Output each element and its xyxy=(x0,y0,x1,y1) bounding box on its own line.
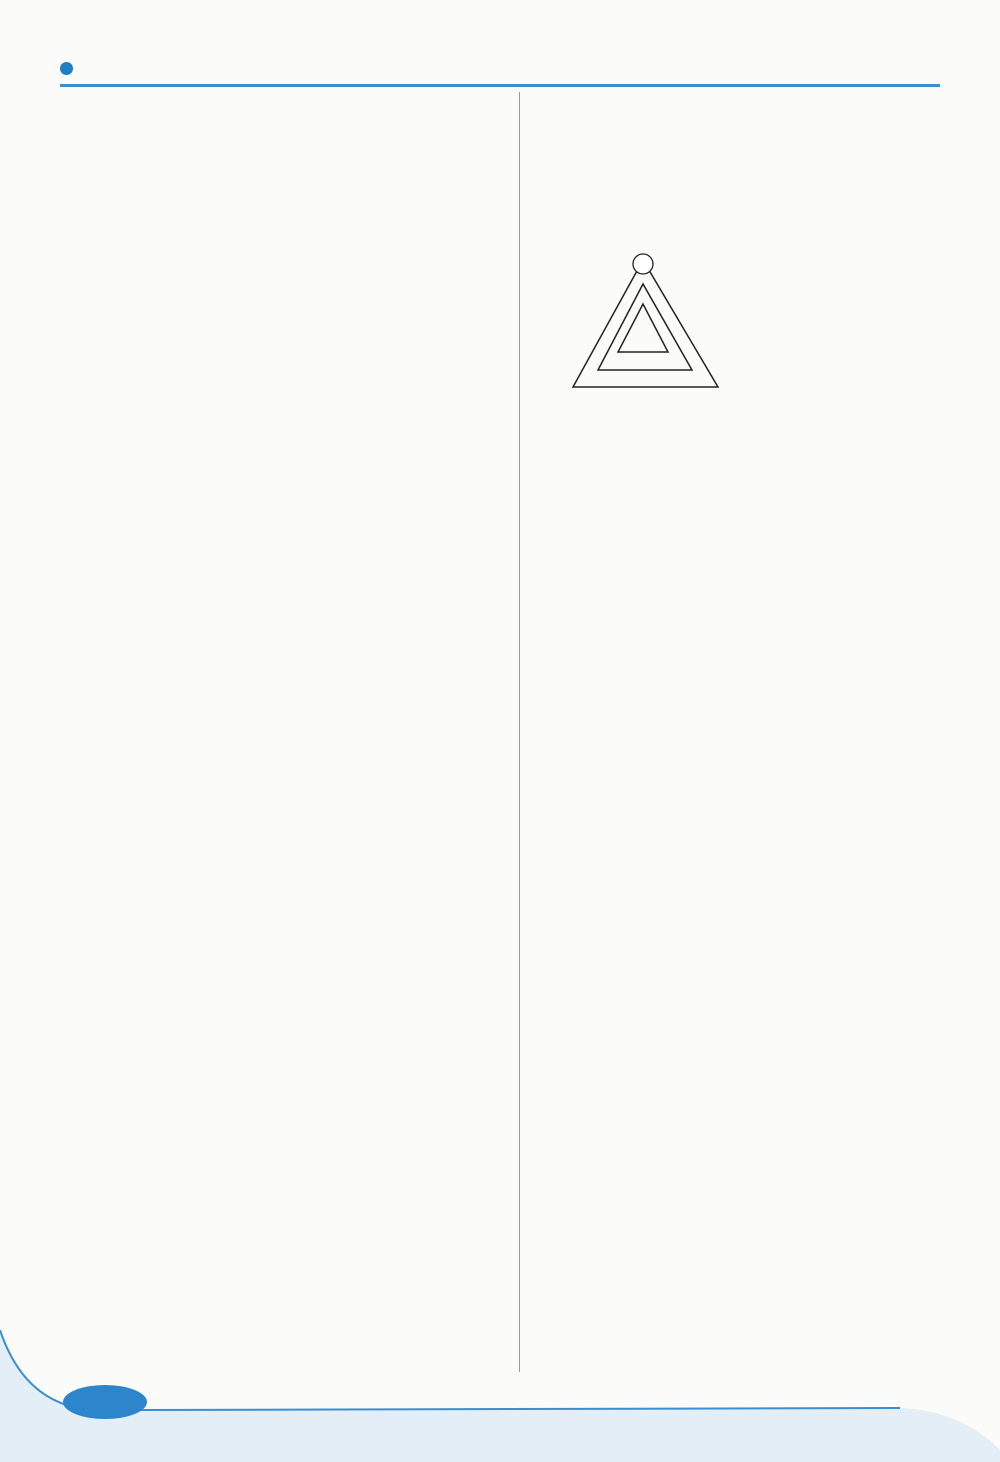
answer-item xyxy=(532,152,964,180)
answer-line xyxy=(74,424,504,452)
answer-line xyxy=(74,264,504,292)
answer-item xyxy=(74,328,504,356)
number-circle xyxy=(633,254,653,274)
right-column xyxy=(532,88,964,415)
answer-item xyxy=(74,360,504,388)
answer-item xyxy=(532,216,964,244)
answer-line xyxy=(532,216,964,244)
triangle-outline xyxy=(618,304,668,352)
answer-item xyxy=(532,184,964,212)
answer-line xyxy=(532,184,964,212)
answer-item xyxy=(74,488,504,516)
answer-line xyxy=(74,456,504,484)
answer-item xyxy=(74,520,504,548)
answer-item xyxy=(74,168,504,196)
answer-line xyxy=(74,328,504,356)
answer-line xyxy=(74,168,504,196)
answer-item xyxy=(532,88,964,116)
triangle-figures xyxy=(548,252,948,402)
answer-line xyxy=(532,88,964,116)
answer-item xyxy=(74,424,504,452)
answer-item xyxy=(74,456,504,484)
answer-item xyxy=(74,296,504,324)
chapter-answers xyxy=(74,168,504,548)
short-answers xyxy=(532,88,964,244)
footer-swoosh xyxy=(0,1330,1000,1462)
answer-item xyxy=(74,392,504,420)
answer-item xyxy=(74,232,504,260)
answer-line xyxy=(74,200,504,228)
answer-item xyxy=(74,120,504,148)
answer-item xyxy=(74,88,504,116)
triangle-outline xyxy=(573,260,718,387)
answer-line xyxy=(74,232,504,260)
answer-line xyxy=(532,152,964,180)
answer-line xyxy=(74,88,504,116)
answer-line xyxy=(74,296,504,324)
column-divider xyxy=(519,92,520,1372)
bullet-icon xyxy=(60,62,73,75)
question-20 xyxy=(532,252,964,411)
answer-line xyxy=(74,488,504,516)
answer-line xyxy=(74,392,504,420)
left-column xyxy=(74,88,504,552)
exam-answers xyxy=(74,88,504,148)
answer-line xyxy=(532,120,964,148)
header-rule xyxy=(60,84,940,87)
answer-line xyxy=(74,520,504,548)
triangle-outline xyxy=(598,284,692,370)
answer-line xyxy=(74,360,504,388)
answer-item xyxy=(74,264,504,292)
answer-item xyxy=(532,120,964,148)
figure-d-1-1 xyxy=(532,252,964,411)
answer-item xyxy=(74,200,504,228)
page-header xyxy=(60,48,101,88)
answer-line xyxy=(74,120,504,148)
